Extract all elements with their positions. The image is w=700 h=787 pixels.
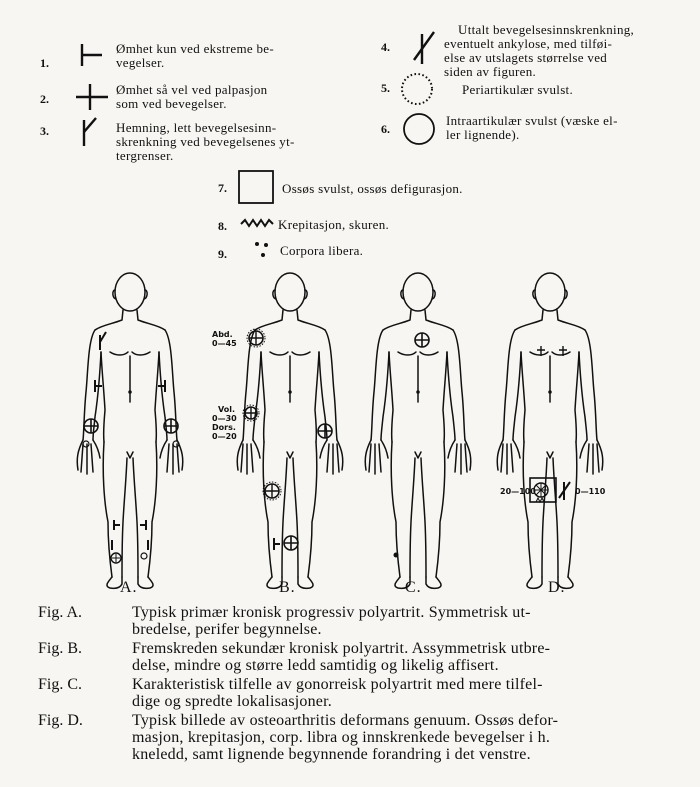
legend-text-6-line2: ler lignende). [446,127,520,142]
legend-text-4-line3: else av utslagets størrelse ved [444,50,608,65]
caption-a-label: Fig. A. [38,604,83,621]
b-shoulder-annotation-line1: Abd. [212,330,233,339]
legend-number-4: 4. [381,40,390,54]
caption-d-line2: masjon, krepitasjon, corp. libra og innskrenkede bevegelser i h. [132,729,551,746]
legend-number-7: 7. [218,181,227,195]
figure-label-d: D. [548,579,566,596]
legend-text-4-line2: eventuelt ankylose, med tilføi- [444,36,613,51]
legend-text-7: Ossøs svulst, ossøs defigurasjon. [282,181,463,196]
legend-text-6-line1: Intraartikulær svulst (væske el- [446,113,618,128]
legend-text-8: Krepitasjon, skuren. [278,217,390,232]
legend-number-2: 2. [40,92,49,106]
figure-label-a: A. [120,579,138,596]
figure-a-body [77,273,183,588]
caption-d [38,712,668,766]
legend-text-2-line2: som ved bevegelser. [116,96,227,111]
legend-text-4-line4: siden av figuren. [444,64,537,79]
legend-text-9: Corpora libera. [280,243,364,258]
legend-text-3-line2: skrenkning ved bevegelsenes yt- [116,134,295,149]
caption-b [38,640,668,676]
caption-d-line1: Typisk billede av osteoarthritis deformans genuum. Ossøs defor- [132,712,559,729]
b-shoulder-annotation-line2: 0—45 [212,339,237,348]
caption-d-label: Fig. D. [38,712,83,729]
caption-a [38,604,668,640]
b-wrist-annotation-line4: 0—20 [212,432,237,441]
figure-label-b: B. [279,579,296,596]
caption-b-line1: Fremskreden sekundær kronisk polyartrit. Assymmetrisk utbre- [132,640,551,657]
legend-text-5: Periartikulær svulst. [462,82,574,97]
caption-c-line1: Karakteristisk tilfelle av gonorreisk polyartrit med mere tilfel- [132,676,543,693]
figure-c-body [365,273,471,588]
d-knee-right-annotation: 0—110 [575,487,606,496]
figure-label-c: C. [405,579,422,596]
legend-text-3-line1: Hemning, lett bevegelsesinn- [116,120,277,135]
caption-c [38,676,668,712]
legend-text-1-line2: vegelser. [116,55,165,70]
legend-number-3: 3. [40,124,49,138]
legend-text-2-line1: Ømhet så vel ved palpasjon [116,82,268,97]
caption-d-line3: kneledd, samt lignende begynnende forandring i det venstre. [132,746,531,763]
b-wrist-annotation-line3: Dors. [212,423,236,432]
caption-a-line1: Typisk primær kronisk progressiv polyartrit. Symmetrisk ut- [132,604,531,621]
figure-b-body [237,273,343,588]
b-wrist-annotation-line1: Vol. [218,405,236,414]
d-knee-left-annotation: 20—100 [500,487,536,496]
legend-number-1: 1. [40,56,49,70]
caption-b-line2: delse, mindre og større ledd samtidig og likelig affisert. [132,657,499,674]
legend-number-8: 8. [218,219,227,233]
caption-c-line2: dige og spredte lokalisasjoner. [132,693,332,710]
legend-text-4-line1: Uttalt bevegelsesinnskrenkning, [458,22,635,37]
legend-text-3-line3: tergrenser. [116,148,174,163]
caption-b-label: Fig. B. [38,640,83,657]
caption-c-label: Fig. C. [38,676,83,693]
legend-number-5: 5. [381,81,390,95]
caption-a-line2: bredelse, perifer begynnelse. [132,621,322,638]
legend-number-9: 9. [218,247,227,261]
legend-number-6: 6. [381,122,390,136]
b-wrist-annotation-line2: 0—30 [212,414,237,423]
figure-d-body [497,273,606,588]
legend-text-1-line1: Ømhet kun ved ekstreme be- [116,41,274,56]
